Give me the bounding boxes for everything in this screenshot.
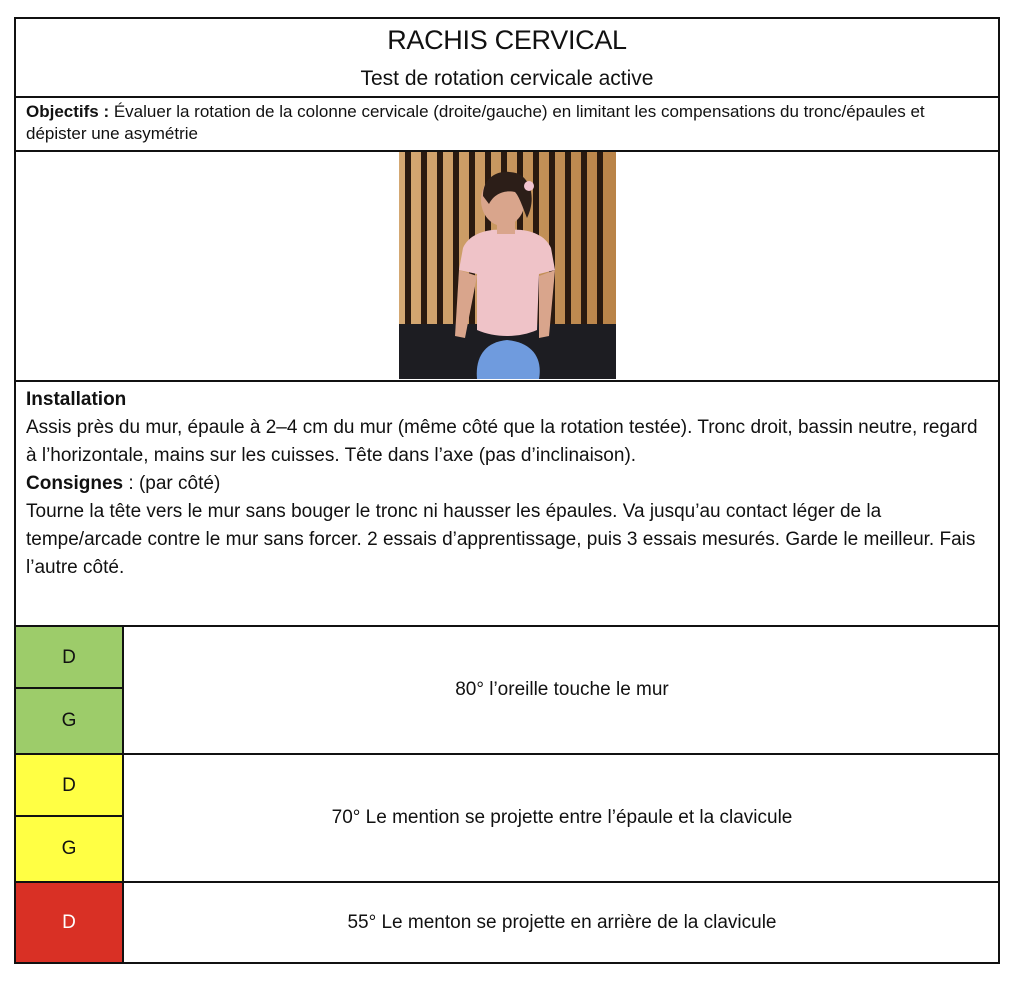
person-photo-icon [399,152,616,379]
score-row-55 [16,881,998,962]
installation-text: Assis près du mur, épaule à 2–4 cm du mur (même côté que la rotation testée). Tronc droit, bassin neutre, regard à l’horizontale, mains sur les cuisses. Tête dans l’axe (pas d’inclinaison). [26,417,978,466]
score-row-70 [16,753,998,881]
side-cell-left [16,689,124,753]
side-cell-right [16,883,124,962]
installation-label: Installation [26,389,127,410]
page-title: RACHIS CERVICAL [387,25,627,55]
instructions-text: Tourne la tête vers le mur sans bouger le tronc ni hausser les épaules. Va jusqu’au contact léger de la tempe/arcade contre le mur sans forcer. 2 essais d’apprentissage, puis 3 essais mesurés. Garde le meilleur. Fais l’autre côté. [26,501,976,578]
test-sheet [14,17,1000,964]
instructions-suffix: : (par côté) [123,473,221,494]
objectives-section [26,101,958,145]
score-description: 70° Le mention se projette entre l’épaule et la clavicule [331,807,793,828]
divider [16,380,998,382]
score-description: 55° Le menton se projette en arrière de la clavicule [347,912,777,933]
setup-section [26,386,978,582]
instructions-label: Consignes [26,473,124,494]
divider [16,96,998,98]
objectives-text: Évaluer la rotation de la colonne cervicale (droite/gauche) en limitant les compensations du tronc/épaules et dépister une asymétrie [26,102,925,143]
instructions-heading [26,470,978,498]
side-cell-right [16,627,124,689]
score-row-80 [16,625,998,753]
side-label: D [62,647,76,668]
side-cell-left [16,817,124,881]
side-cell-right [16,755,124,817]
header [16,19,998,97]
objectives-label: Objectifs : [26,102,110,121]
score-description: 80° l’oreille touche le mur [455,679,669,700]
side-label: G [61,838,77,859]
side-label: D [62,912,76,933]
side-label: G [61,710,77,731]
side-label: D [62,775,76,796]
page-subtitle: Test de rotation cervicale active [360,67,654,90]
